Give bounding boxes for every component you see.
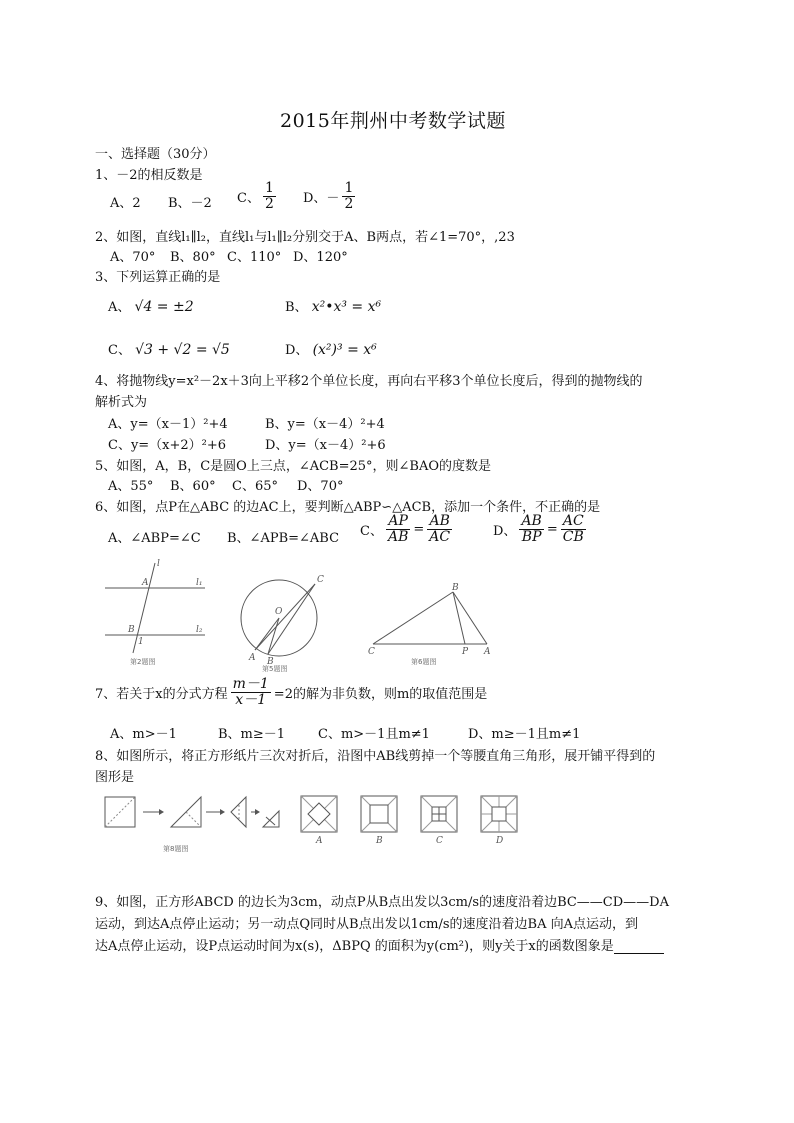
figure-q8 bbox=[103, 791, 523, 861]
q4-option-b: B、y=（x－4）²+4 bbox=[265, 417, 385, 432]
q6-d-den2: CB bbox=[562, 529, 584, 545]
q7-stem-suffix: =2的解为非负数，则m的取值范围是 bbox=[273, 687, 488, 702]
transversal-line bbox=[133, 563, 155, 653]
figure-q5-caption: 第5题图 bbox=[262, 665, 288, 673]
fold-step-3 bbox=[231, 797, 246, 827]
q7-option-d: D、m≥－1且m≠1 bbox=[468, 727, 581, 742]
segment-bp bbox=[453, 592, 465, 644]
figure-q8-caption: 第8题图 bbox=[163, 845, 189, 853]
q1-d-numerator: 1 bbox=[344, 180, 354, 196]
q6-option-c: C、 $\frac{AP}{AB}$ = $\frac{AB}{AC}$ bbox=[360, 513, 451, 545]
label-a: A bbox=[484, 647, 491, 657]
label-a: A bbox=[142, 578, 149, 588]
q5-option-a: A、55° bbox=[108, 479, 154, 494]
segment-ob bbox=[268, 618, 279, 654]
figure-q2 bbox=[100, 558, 210, 670]
q3-option-c-prefix: C、 bbox=[108, 343, 131, 358]
q7-stem bbox=[95, 677, 487, 708]
q6-stem: 6、如图，点P在△ABC 的边AC上，要判断△ABP∽△ACB，添加一个条件，不正确的是 bbox=[95, 500, 601, 515]
q1-option-d-prefix: D、－ bbox=[303, 191, 340, 206]
segment-bc bbox=[268, 584, 315, 654]
q7-option-b: B、m≥－1 bbox=[218, 727, 286, 742]
q1-d-denominator: 2 bbox=[344, 196, 354, 212]
segment-ac bbox=[255, 584, 315, 650]
q2-option-a: A、70° bbox=[110, 250, 156, 265]
label-b: B bbox=[267, 657, 274, 667]
figure-q2-caption: 第2题图 bbox=[130, 658, 156, 666]
q8-choice-b[interactable] bbox=[361, 796, 397, 846]
q3-option-d bbox=[285, 339, 377, 358]
q6-d-frac1 bbox=[519, 514, 543, 545]
q8-choice-d-label: D bbox=[496, 836, 504, 846]
q3-option-d-expr: (x²)³ = x⁶ bbox=[312, 342, 377, 358]
segment-ba bbox=[453, 592, 487, 644]
label-a: A bbox=[249, 653, 256, 663]
q3-option-a-prefix: A、 bbox=[108, 300, 131, 315]
q7-stem-prefix: 7、若关于x的分式方程 bbox=[95, 687, 228, 702]
q6-c-frac1 bbox=[386, 514, 410, 545]
q6-c-den1: AB bbox=[387, 529, 409, 545]
fold-step-1 bbox=[105, 797, 135, 827]
q3-option-d-prefix: D、 bbox=[285, 343, 309, 358]
q7-option-a: A、m>－1 bbox=[110, 727, 177, 742]
figure-q5 bbox=[235, 572, 330, 672]
q9-line1: 9、如图，正方形ABCD 的边长为3cm，动点P从B点出发以3cm/s的速度沿着边BC——CD——DA bbox=[95, 895, 669, 910]
q2-option-d: D、120° bbox=[293, 250, 348, 265]
q4-option-a: A、y=（x－1）²+4 bbox=[108, 417, 228, 432]
q3-option-c-expr: √3 + √2 = √5 bbox=[135, 342, 230, 358]
q1-option-a: A、2 bbox=[110, 196, 141, 211]
arrow-2 bbox=[206, 809, 225, 815]
q5-stem: 5、如图，A，B，C是圆O上三点，∠ACB=25°，则∠BAO的度数是 bbox=[95, 459, 492, 474]
q1-c-numerator: 1 bbox=[264, 180, 274, 196]
fold-step-2 bbox=[171, 797, 201, 827]
q9-line3 bbox=[95, 935, 664, 954]
q3-option-a bbox=[108, 296, 194, 315]
arrow-3 bbox=[251, 809, 260, 815]
q6-option-d-prefix: D、 bbox=[493, 524, 517, 539]
q6-d-num2: AC bbox=[562, 513, 584, 529]
q6-d-num1: AB bbox=[521, 513, 542, 529]
q1-option-d bbox=[303, 181, 358, 212]
page-title: 2015年荆州中考数学试题 bbox=[280, 110, 506, 132]
q5-option-d: D、70° bbox=[297, 479, 344, 494]
label-b: B bbox=[452, 583, 459, 593]
q8-choice-c[interactable] bbox=[421, 796, 457, 846]
label-p: P bbox=[462, 647, 469, 657]
q3-option-b-prefix: B、 bbox=[285, 300, 308, 315]
q8-choice-a[interactable] bbox=[301, 796, 337, 846]
q1-option-c bbox=[237, 181, 279, 212]
q8-stem-line1: 8、如图所示，将正方形纸片三次对折后，沿图中AB线剪掉一个等腰直角三角形，展开铺平得到的 bbox=[95, 749, 656, 764]
q9-line2: 运动，到达A点停止运动；另一动点Q同时从B点出发以1cm/s的速度沿着边BA 向A点运动，到 bbox=[95, 917, 638, 932]
q9-answer-blank[interactable] bbox=[614, 941, 664, 954]
arrow-1 bbox=[143, 809, 164, 815]
q6-option-b: B、∠APB=∠ABC bbox=[227, 531, 340, 546]
label-l1: l₁ bbox=[196, 578, 203, 588]
q1-option-c-prefix: C、 bbox=[237, 191, 260, 206]
figure-q6-caption: 第6题图 bbox=[411, 658, 437, 666]
q2-option-c: C、110° bbox=[227, 250, 282, 265]
q6-option-d: D、 $\frac{AB}{BP}$ = $\frac{AC}{CB}$ bbox=[493, 513, 584, 545]
label-b: B bbox=[128, 625, 135, 635]
q1-option-c-fraction bbox=[263, 181, 276, 212]
q4-stem-line1: 4、将抛物线y=x²－2x＋3向上平移2个单位长度，再向右平移3个单位长度后，得到的抛物线的 bbox=[95, 374, 643, 389]
q6-c-den2: AC bbox=[429, 529, 451, 545]
segment-ao bbox=[255, 618, 279, 650]
q6-d-den1: BP bbox=[521, 529, 542, 545]
label-o: O bbox=[275, 607, 283, 617]
fold-step-4 bbox=[263, 811, 279, 827]
q7-fraction bbox=[231, 677, 271, 708]
q8-choice-c-label: C bbox=[436, 836, 443, 846]
q9-line3-text: 达A点停止运动，设P点运动时间为x(s)，ΔBPQ 的面积为y(cm²)，则y关于x的函数图象是 bbox=[95, 939, 614, 954]
q7-denominator: x－1 bbox=[235, 692, 267, 708]
q4-stem-line2: 解析式为 bbox=[95, 395, 148, 410]
section-heading: 一、选择题（30分） bbox=[95, 147, 216, 162]
q5-option-c: C、65° bbox=[232, 479, 278, 494]
q3-stem: 3、下列运算正确的是 bbox=[95, 270, 221, 285]
label-angle-1: 1 bbox=[138, 637, 144, 647]
q3-option-b bbox=[285, 296, 381, 315]
q6-d-frac2 bbox=[561, 514, 586, 545]
q7-numerator: m－1 bbox=[232, 676, 269, 692]
q3-option-b-expr: x²•x³ = x⁶ bbox=[311, 299, 382, 315]
q2-option-b: B、80° bbox=[170, 250, 216, 265]
q1-option-b: B、－2 bbox=[168, 196, 212, 211]
figure-q6 bbox=[365, 582, 495, 672]
q8-choice-d[interactable] bbox=[481, 796, 517, 846]
q6-option-a: A、∠ABP=∠C bbox=[108, 531, 201, 546]
q3-option-a-expr: √4 = ±2 bbox=[134, 299, 194, 315]
q1-c-denominator: 2 bbox=[264, 196, 274, 212]
q2-stem: 2、如图，直线l₁∥l₂，直线l₁与l₁∥l₂分别交于A、B两点，若∠1=70°，,23 bbox=[95, 230, 515, 245]
q7-option-c: C、m>－1且m≠1 bbox=[318, 727, 430, 742]
q1-option-d-fraction bbox=[342, 181, 355, 212]
q4-option-c: C、y=（x+2）²+6 bbox=[108, 438, 227, 453]
q3-option-c bbox=[108, 339, 230, 358]
q6-c-num1: AP bbox=[388, 513, 408, 529]
q4-option-d: D、y=（x－4）²+6 bbox=[265, 438, 386, 453]
q6-c-frac2 bbox=[427, 514, 452, 545]
label-l: l bbox=[157, 559, 160, 569]
label-l2: l₂ bbox=[196, 625, 203, 635]
q1-stem: 1、－2的相反数是 bbox=[95, 168, 203, 183]
segment-cb bbox=[373, 592, 453, 644]
q6-option-c-prefix: C、 bbox=[360, 524, 383, 539]
q6-c-num2: AB bbox=[429, 513, 450, 529]
label-c: C bbox=[317, 575, 324, 585]
q5-option-b: B、60° bbox=[170, 479, 216, 494]
q8-choice-b-label: B bbox=[376, 836, 383, 846]
q8-stem-line2: 图形是 bbox=[95, 770, 135, 785]
q8-choice-a-label: A bbox=[316, 836, 323, 846]
label-c: C bbox=[368, 647, 375, 657]
